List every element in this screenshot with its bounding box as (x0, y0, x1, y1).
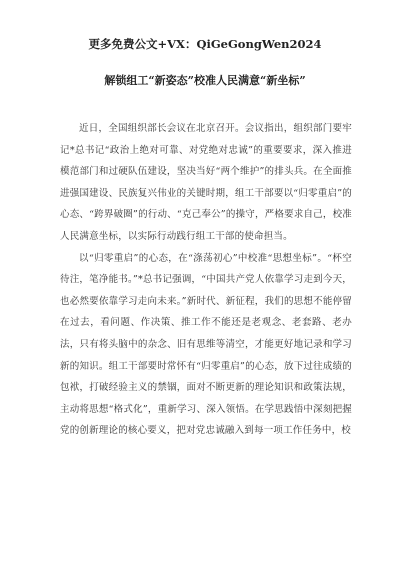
document-body (60, 118, 352, 442)
paragraph: 以“归零重启”的心态，在“涤荡初心”中校准“思想坐标”。“杯空待注，笔净能书。”*总书记强调，“中国共产党人依靠学习走到今天，也必然要依靠学习走向未来。”新时代、新征程，我们的思想不能停留在过去，看问题、作决策、推工作不能还是老观念、老套路、老办法，只有将头脑中的杂念、旧有思维等清空，才能更好地记录和学习新的知识。组工干部要时常怀有“归零重启”的心态，放下过往成绩的包袱，打破经验主义的禁锢，面对不断更新的理论知识和政策法规，主动将思想“格式化”，重新学习、深入领悟。在学思践悟中深刻把握党的创新理论的核心要义，把对党忠诚融入到每一项工作任务中，校 (60, 252, 352, 437)
document-title: 解锁组工“新姿态”校准人民满意“新坐标” (104, 74, 306, 87)
page-header: 更多免费公文+VX：QiGeGongWen2024 (88, 37, 322, 51)
paragraph: 近日，全国组织部长会议在北京召开。会议指出，组织部门要牢记*总书记“政治上绝对可靠、对党绝对忠诚”的重要要求，深入推进模范部门和过硬队伍建设，坚决当好“两个维护”的排头兵。在全面推进强国建设、民族复兴伟业的关键时期，组工干部要以“归零重启”的心态、“跨界破圈”的行动、“克己奉公”的操守，严格要求自己，校准人民满意坐标，以实际行动践行组工干部的使命担当。 (60, 123, 352, 242)
